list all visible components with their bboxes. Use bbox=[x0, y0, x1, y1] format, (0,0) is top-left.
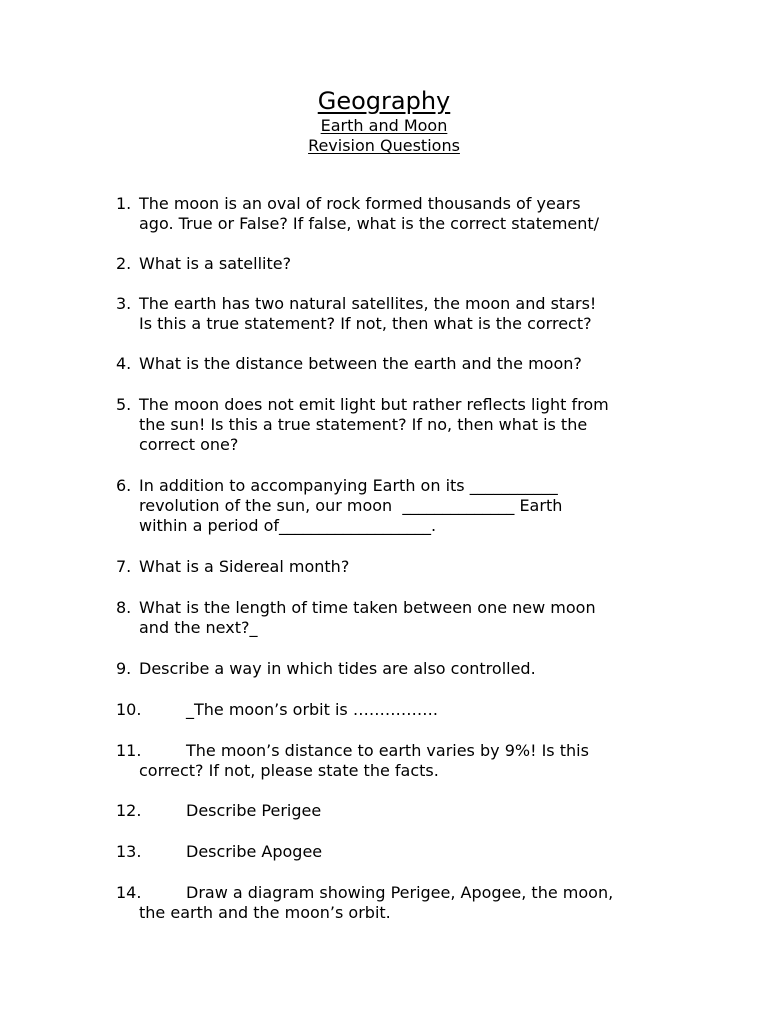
subtitle-section: Revision Questions bbox=[308, 136, 460, 155]
question-text-line: The moon’s distance to earth varies by 9%! Is this bbox=[186, 741, 589, 760]
question-text-line: correct one? bbox=[139, 435, 239, 454]
question-item bbox=[116, 598, 696, 638]
page-title: Geography bbox=[317, 87, 451, 115]
subtitle-topic: Earth and Moon bbox=[320, 116, 448, 135]
question-text-line: _The moon’s orbit is ……………. bbox=[186, 700, 438, 719]
question-item bbox=[116, 741, 696, 781]
document-header bbox=[0, 86, 768, 156]
question-item bbox=[116, 254, 696, 274]
question-item bbox=[116, 659, 696, 679]
question-number: 6. bbox=[116, 476, 132, 495]
question-text-line: the sun! Is this a true statement? If no, then what is the bbox=[139, 415, 588, 434]
question-text-line: What is a Sidereal month? bbox=[139, 557, 350, 576]
question-number: 1. bbox=[116, 194, 132, 213]
question-number: 5. bbox=[116, 395, 132, 414]
question-text-line: Describe a way in which tides are also controlled. bbox=[139, 659, 536, 678]
question-number: 2. bbox=[116, 254, 132, 273]
question-item bbox=[116, 354, 696, 374]
question-number: 14. bbox=[116, 883, 142, 902]
question-text-line: revolution of the sun, our moon ______________ Earth bbox=[139, 496, 563, 515]
question-item bbox=[116, 557, 696, 577]
question-number: 10. bbox=[116, 700, 142, 719]
question-text-line: Describe Perigee bbox=[186, 801, 322, 820]
question-number: 11. bbox=[116, 741, 142, 760]
question-text-line: ago. True or False? If false, what is the correct statement/ bbox=[139, 214, 600, 233]
question-text-line: and the next?_ bbox=[139, 618, 258, 637]
question-number: 4. bbox=[116, 354, 132, 373]
question-item bbox=[116, 194, 696, 234]
question-item bbox=[116, 294, 696, 334]
question-item bbox=[116, 476, 696, 536]
question-item bbox=[116, 883, 696, 923]
question-number: 9. bbox=[116, 659, 132, 678]
question-item bbox=[116, 395, 696, 455]
question-text-line: The moon does not emit light but rather reflects light from bbox=[139, 395, 609, 414]
question-number: 7. bbox=[116, 557, 132, 576]
question-text-line: Is this a true statement? If not, then what is the correct? bbox=[139, 314, 592, 333]
question-text-line: What is a satellite? bbox=[139, 254, 292, 273]
question-text-line: the earth and the moon’s orbit. bbox=[139, 903, 391, 922]
question-text-line: Describe Apogee bbox=[186, 842, 323, 861]
question-item bbox=[116, 801, 696, 821]
question-number: 3. bbox=[116, 294, 132, 313]
question-text-line: The moon is an oval of rock formed thousands of years bbox=[139, 194, 581, 213]
question-text-line: What is the distance between the earth and the moon? bbox=[139, 354, 582, 373]
question-text-line: The earth has two natural satellites, the moon and stars! bbox=[139, 294, 597, 313]
question-text-line: What is the length of time taken between one new moon bbox=[139, 598, 596, 617]
question-text-line: correct? If not, please state the facts. bbox=[139, 761, 439, 780]
question-number: 13. bbox=[116, 842, 142, 861]
question-text-line: Draw a diagram showing Perigee, Apogee, the moon, bbox=[186, 883, 614, 902]
question-number: 12. bbox=[116, 801, 142, 820]
question-item bbox=[116, 842, 696, 862]
question-text-line: In addition to accompanying Earth on its ___________ bbox=[139, 476, 558, 495]
question-text-line: within a period of___________________. bbox=[139, 516, 437, 535]
question-list bbox=[116, 194, 696, 923]
question-item bbox=[116, 700, 696, 720]
question-number: 8. bbox=[116, 598, 132, 617]
